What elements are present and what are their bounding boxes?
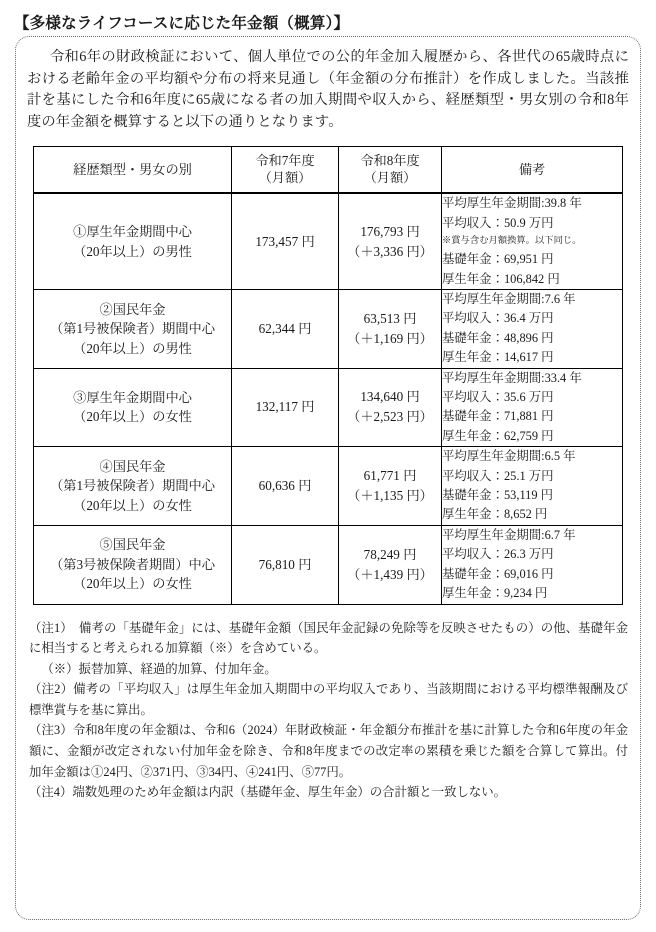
cell-career-type [34,368,232,447]
column-header-r8-line1: 令和8年度 [360,153,420,169]
column-header-r8-line2: （月額） [363,170,417,186]
remark-basic-pension: 基礎年金：69,016 円 [442,566,554,581]
column-header-type [34,147,232,194]
r7-amount-value: 60,636 円 [258,478,312,494]
footnote-1: （注1） 備考の「基礎年金」には、基礎年金額（国民年金記録の免除等を反映させたもの）の他、基礎年金に相当すると考えられる加算額（※）を含めている。 [29,620,628,656]
cell-r7-amount [232,290,339,369]
intro-paragraph: 令和6年の財政検証において、個人単位での公的年金加入履歴から、各世代の65歳時点における老齢年金の平均額や分布の将来見通し（年金額の分布推計）を作成しました。当該推計を基にした令和6年度に65歳になる者の加入期間や収入から、経歴類型・男女別の令和8年度の年金額を概算すると以下の通りとなります。 [27,49,629,130]
remark-basic-pension: 基礎年金：69,951 円 [442,252,554,267]
cell-r8-amount [339,525,442,604]
career-type-line1: ④国民年金 [99,458,166,474]
column-header-r7 [232,147,339,194]
career-type-line1: ①厚生年金期間中心 [73,224,192,240]
cell-remarks [442,447,623,526]
footnote-2: （注2）備考の「平均収入」は厚生年金加入期間中の平均収入であり、当該期間における平均標準報酬及び標準賞与を基に算出。 [29,682,628,717]
remark-employee-pension: 厚生年金：8,652 円 [442,507,548,522]
cell-r8-amount [339,368,442,447]
r8-amount-value: 63,513 円 [363,310,417,326]
remark-average-income: 平均収入：25.1 万円 [442,468,554,483]
career-type-line1: ③厚生年金期間中心 [73,389,192,405]
column-header-remarks-label: 備考 [518,161,546,177]
table-row [34,525,623,604]
remark-average-period: 平均厚生年金期間:6.5 年 [442,449,576,464]
career-type-line1: ⑤国民年金 [99,537,166,553]
r7-amount-value: 132,117 円 [255,399,315,415]
footnote-1-sub: （※）振替加算、経過的加算、付加年金。 [41,661,277,676]
remark-average-income: 平均収入：36.4 万円 [442,311,554,326]
table-row [34,290,623,369]
column-header-r7-line1: 令和7年度 [255,153,315,169]
r8-amount-value: 176,793 円 [360,223,420,239]
remark-basic-pension: 基礎年金：53,119 円 [442,488,554,503]
remark-average-period: 平均厚生年金期間:33.4 年 [442,370,582,385]
career-type-line2: （第1号被保険者）期間中心 [50,478,215,494]
remark-average-period: 平均厚生年金期間:6.7 年 [442,527,576,542]
r7-amount-value: 173,457 円 [255,233,315,249]
cell-r8-amount [339,447,442,526]
cell-remarks [442,368,623,447]
r8-amount-value: 61,771 円 [363,468,417,484]
column-header-r7-line2: （月額） [258,170,312,186]
career-type-line1: ②国民年金 [99,301,166,317]
remark-employee-pension: 厚生年金：106,842 円 [442,271,560,286]
r8-amount-delta: （＋2,523 円） [347,409,433,425]
cell-career-type [34,447,232,526]
remark-average-income: 平均収入：50.9 万円 [442,215,554,230]
r8-amount-value: 134,640 円 [360,389,420,405]
remark-employee-pension: 厚生年金：62,759 円 [442,428,554,443]
cell-r7-amount [232,447,339,526]
pension-amount-table [33,146,623,604]
footnote-3: （注3）令和8年度の年金額は、令和6（2024）年財政検証・年金額分布推計を基に計算した令和6年度の年金額に、金額が改定されない付加年金を除き、令和8年度までの改定率の累積を乗じた額を合算して算出。付加年金額は①24円、②371円、③34円、④241円、⑤77円。 [29,723,628,779]
cell-r8-amount [339,193,442,289]
remark-footnote-marker: ※賞与含む月額換算。以下同じ。 [442,236,582,247]
column-header-type-label: 経歴類型・男女の別 [73,161,192,177]
cell-r7-amount [232,193,339,289]
cell-r8-amount [339,290,442,369]
cell-r7-amount [232,368,339,447]
footnotes [29,618,628,803]
r8-amount-delta: （＋3,336 円） [347,243,433,259]
table-row [34,193,623,289]
career-type-line2: （第1号被保険者）期間中心 [50,321,215,337]
content-box [15,36,641,920]
career-type-line2: （20年以上）の男性 [73,243,192,259]
career-type-line3: （20年以上）の男性 [73,340,192,356]
career-type-line3: （20年以上）の女性 [73,576,192,592]
column-header-remarks [442,147,623,194]
cell-career-type [34,290,232,369]
r8-amount-delta: （＋1,439 円） [347,566,433,582]
table-header-row [34,147,623,194]
remark-average-period: 平均厚生年金期間:7.6 年 [442,292,576,306]
remark-average-income: 平均収入：26.3 万円 [442,547,554,562]
remark-average-income: 平均収入：35.6 万円 [442,390,554,405]
cell-remarks [442,290,623,369]
table-row [34,447,623,526]
footnote-4: （注4）端数処理のため年金額は内訳（基礎年金、厚生年金）の合計額と一致しない。 [29,785,507,800]
remark-basic-pension: 基礎年金：71,881 円 [442,409,554,424]
cell-career-type [34,193,232,289]
career-type-line2: （第3号被保険者期間）中心 [50,556,215,572]
career-type-line3: （20年以上）の女性 [73,497,192,513]
r8-amount-delta: （＋1,135 円） [347,488,433,504]
cell-remarks [442,525,623,604]
r7-amount-value: 62,344 円 [258,320,312,336]
cell-r7-amount [232,525,339,604]
r7-amount-value: 76,810 円 [258,556,312,572]
r8-amount-delta: （＋1,169 円） [347,330,433,346]
remark-employee-pension: 厚生年金：14,617 円 [442,350,554,365]
r8-amount-value: 78,249 円 [363,546,417,562]
cell-career-type [34,525,232,604]
remark-employee-pension: 厚生年金：9,234 円 [442,586,548,601]
page-title: 【多様なライフコースに応じた年金額（概算）】 [14,14,350,32]
career-type-line2: （20年以上）の女性 [73,409,192,425]
cell-remarks [442,193,623,289]
remark-basic-pension: 基礎年金：48,896 円 [442,330,554,345]
table-row [34,368,623,447]
column-header-r8 [339,147,442,194]
remark-average-period: 平均厚生年金期間:39.8 年 [442,196,582,211]
